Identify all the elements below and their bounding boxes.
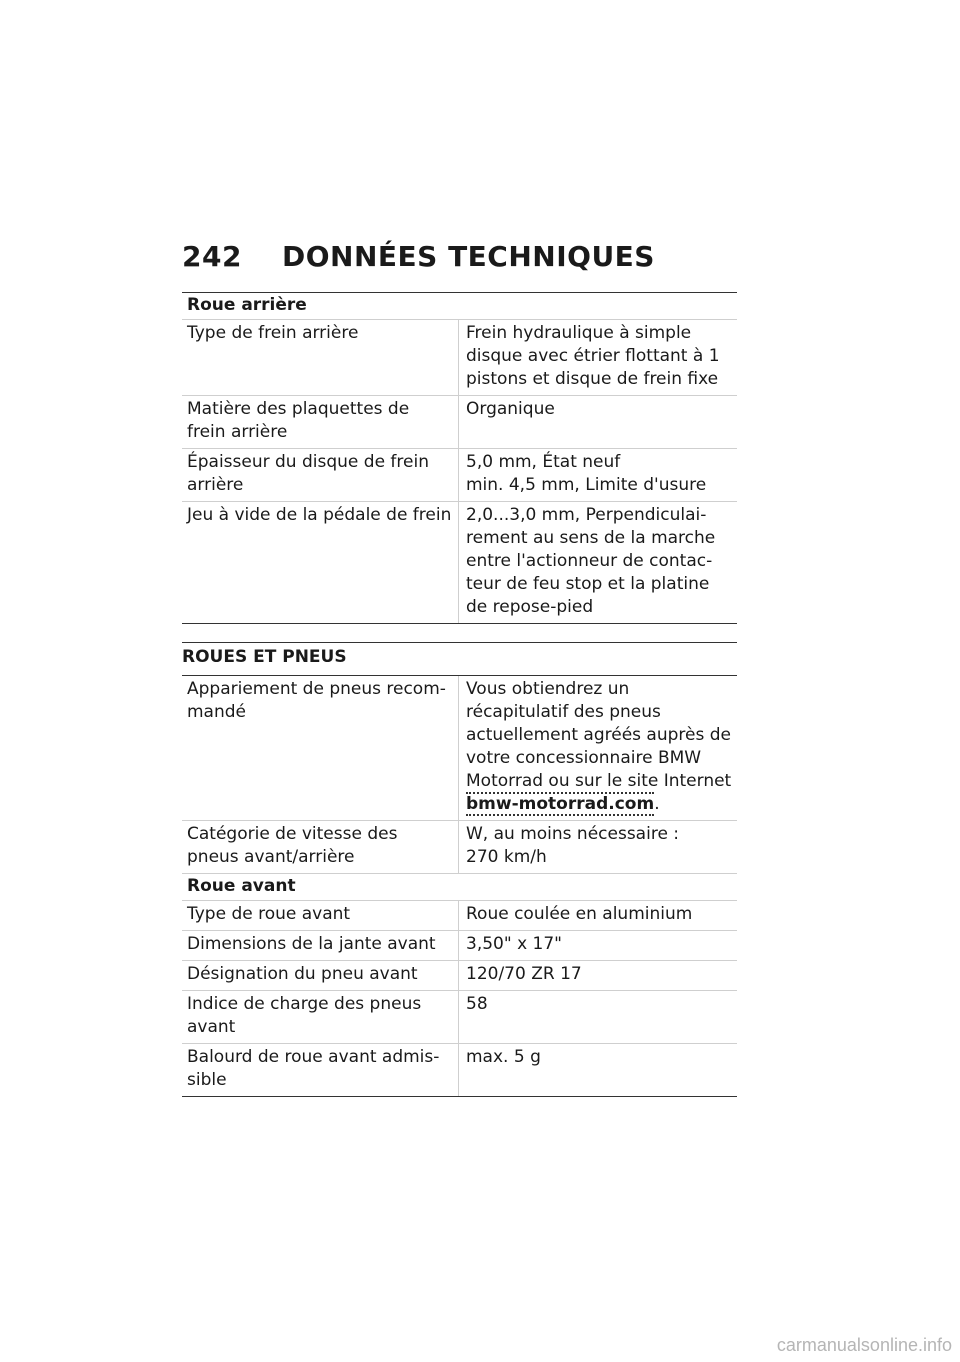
row-value: 120/70 ZR 17 (459, 961, 738, 991)
row-value: Frein hydraulique à simple disque avec étrier flottant à 1 pistons et disque de frein fixe (459, 320, 738, 396)
row-label: Désignation du pneu avant (182, 961, 459, 991)
manual-page (182, 240, 737, 1097)
page-title: DONNÉES TECHNIQUES (282, 240, 655, 273)
page-header (182, 240, 737, 292)
website-link[interactable]: bmw-motorrad.com (466, 794, 655, 814)
wheels-tires-table (182, 676, 737, 874)
table-row (182, 676, 737, 821)
rear-wheel-heading: Roue arrière (182, 292, 737, 320)
watermark: carmanualsonline.info (776, 1335, 952, 1355)
row-label: Dimensions de la jante avant (182, 931, 459, 961)
value-line: 270 km/h (466, 847, 547, 867)
row-label: Indice de charge des pneus avant (182, 991, 459, 1044)
row-value (459, 676, 738, 821)
table-row (182, 931, 737, 961)
table-row (182, 502, 737, 624)
value-text: Vous obtiendrez un récapitulatif des pneus actuellement agréés auprès de votre concessionnaire BMW Motorrad ou sur le site Internet (466, 679, 732, 791)
row-label: Matière des plaquettes de frein arrière (182, 396, 459, 449)
row-label: Type de roue avant (182, 901, 459, 931)
value-line: min. 4,5 mm, Limite d'usure (466, 475, 707, 495)
table-row (182, 396, 737, 449)
table-row (182, 961, 737, 991)
table-row (182, 901, 737, 931)
rear-wheel-table (182, 320, 737, 624)
table-row (182, 991, 737, 1044)
row-label: Catégorie de vitesse des pneus avant/arrière (182, 821, 459, 874)
row-value (459, 449, 738, 502)
table-row (182, 821, 737, 874)
table-row (182, 449, 737, 502)
row-value: 2,0...3,0 mm, Perpendiculairement au sens de la marche entre l'actionneur de contacteur de feu stop et la platine de repose-pied (459, 502, 738, 624)
page-number: 242 (182, 240, 242, 273)
value-line: 5,0 mm, État neuf (466, 452, 621, 472)
value-suffix: . (654, 794, 660, 814)
row-value: 3,50" x 17" (459, 931, 738, 961)
wheels-tires-heading: ROUES ET PNEUS (182, 642, 737, 676)
row-value: 58 (459, 991, 738, 1044)
table-row (182, 320, 737, 396)
row-label: Jeu à vide de la pédale de frein (182, 502, 459, 624)
front-wheel-heading: Roue avant (182, 874, 737, 901)
row-value (459, 821, 738, 874)
row-label: Type de frein arrière (182, 320, 459, 396)
front-wheel-table (182, 901, 737, 1097)
row-label: Épaisseur du disque de frein arrière (182, 449, 459, 502)
row-value: max. 5 g (459, 1044, 738, 1097)
row-value: Roue coulée en aluminium (459, 901, 738, 931)
value-line: W, au moins nécessaire : (466, 824, 680, 844)
table-row (182, 1044, 737, 1097)
row-label: Appariement de pneus recommandé (182, 676, 459, 821)
row-label: Balourd de roue avant admissible (182, 1044, 459, 1097)
row-value: Organique (459, 396, 738, 449)
